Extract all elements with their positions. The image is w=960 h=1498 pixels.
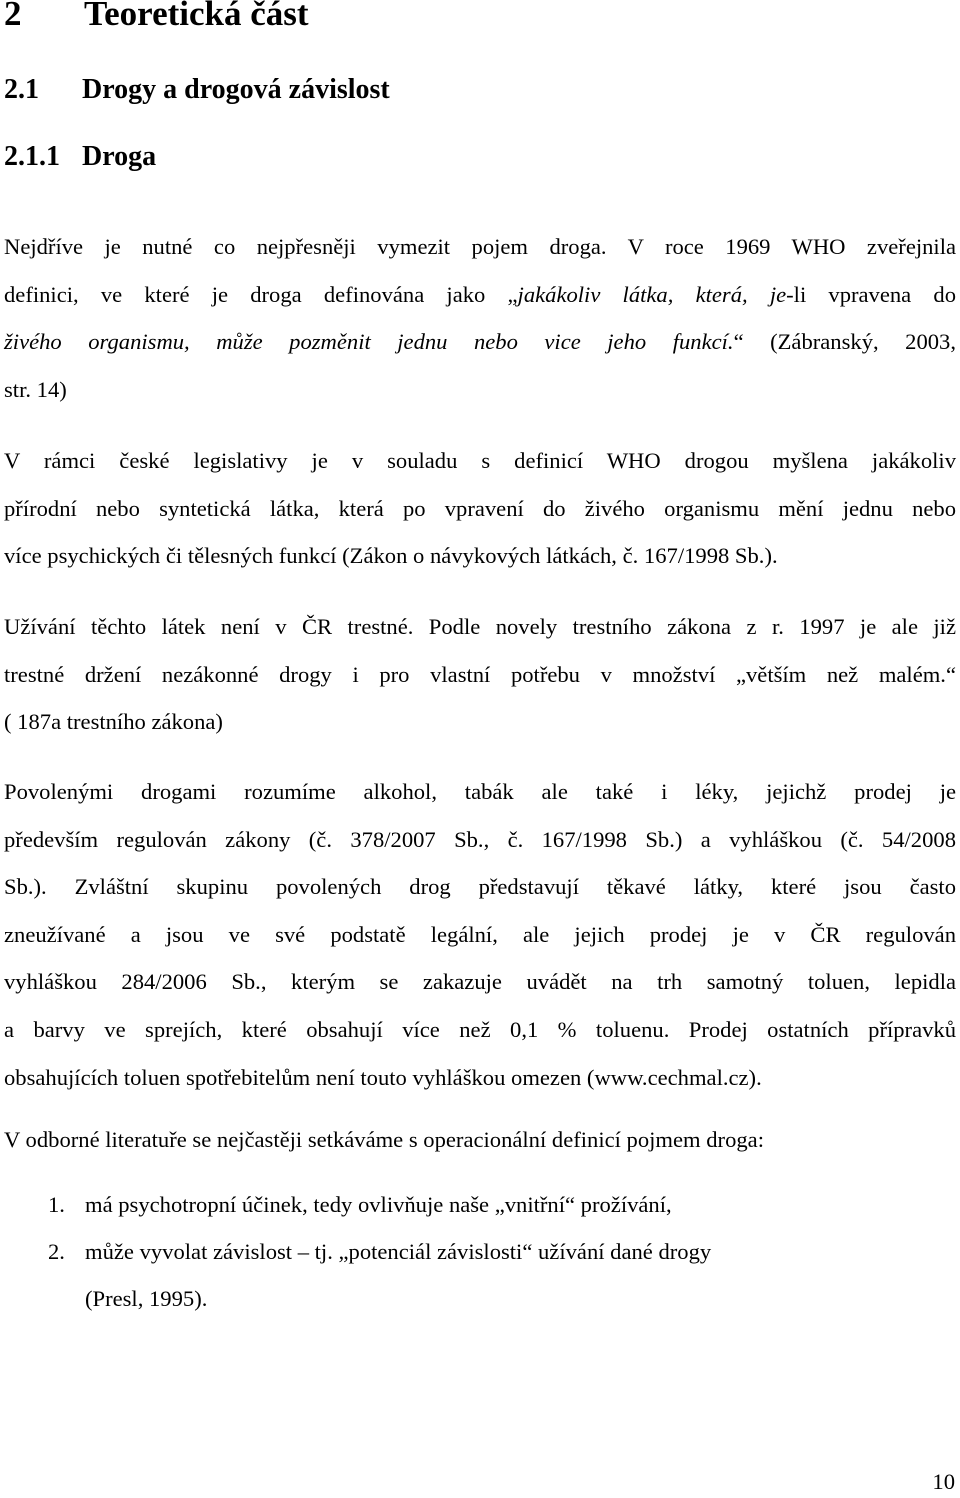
subsection-number: 2.1.1 xyxy=(4,141,60,172)
paragraph-line: a barvy ve sprejích, které obsahují více než 0,1 % toluenu. Prodej ostatních přípravků xyxy=(4,1016,956,1042)
paragraph-line: Nejdříve je nutné co nejpřesněji vymezit pojem droga. V roce 1969 WHO zveřejnila xyxy=(4,234,956,259)
page-number: 10 xyxy=(932,1469,955,1494)
list-text: má psychotropní účinek, tedy ovlivňuje naše „vnitřní“ prožívání, xyxy=(85,1192,672,1217)
subsection-title: Droga xyxy=(82,141,157,172)
paragraph-line: více psychických či tělesných funkcí (Zákon o návykových látkách, č. 167/1998 Sb.). xyxy=(4,543,778,569)
paragraph-legislation xyxy=(4,437,956,580)
list-text: může vyvolat závislost – tj. „potenciál závislosti“ užívání dané drogy xyxy=(85,1239,712,1264)
paragraph-line: trestné držení nezákonné drogy i pro vlastní potřebu v množství „větším než malém.“ xyxy=(4,661,956,687)
paragraph-line: V odborné literatuře se nejčastěji setkáváme s operacionální definicí pojmem droga: xyxy=(4,1127,764,1152)
paragraph-line: Sb.). Zvláštní skupinu povolených drog představují těkavé látky, které jsou často xyxy=(4,874,956,900)
paragraph-definition xyxy=(4,223,956,413)
paragraph-line: str. 14) xyxy=(4,376,67,402)
paragraph-line: V rámci české legislativy je v souladu s definicí WHO drogou myšlena jakákoliv xyxy=(4,448,956,473)
paragraph-usage xyxy=(4,603,956,746)
section-title: Drogy a drogová závislost xyxy=(82,74,390,105)
paragraph-line: zneužívané a jsou ve své podstatě legální, ale jejich prodej je v ČR regulován xyxy=(4,921,956,947)
subsection-heading xyxy=(4,141,156,173)
paragraph-line: vyhláškou 284/2006 Sb., kterým se zakazuje uvádět na trh samotný toluen, lepidla xyxy=(4,969,956,995)
paragraph-line: Užívání těchto látek není v ČR trestné. Podle novely trestního zákona z r. 1997 je ale již xyxy=(4,614,956,639)
section-number: 2.1 xyxy=(4,74,39,105)
paragraph-operational-definition xyxy=(4,1116,956,1164)
paragraph-line: především regulován zákony (č. 378/2007 Sb., č. 167/1998 Sb.) a vyhláškou (č. 54/2008 xyxy=(4,826,956,852)
paragraph-permitted-drugs xyxy=(4,768,956,1101)
chapter-heading xyxy=(4,0,309,34)
text-run: -li vpravena do xyxy=(786,281,956,307)
paragraph-line: přírodní nebo syntetická látka, která po vpravení do živého organismu mění jednu nebo xyxy=(4,495,956,521)
text-run: definici, ve které je droga definována jako „ xyxy=(4,281,518,307)
quote-italic: živého organismu, může pozměnit jednu nebo vice jeho funkcí. xyxy=(4,329,734,355)
quote-italic: jakákoliv látka, která, je xyxy=(517,281,787,307)
chapter-number: 2 xyxy=(4,0,22,33)
citation: “ (Zábranský, 2003, xyxy=(733,329,956,355)
list-number: 1. xyxy=(48,1192,65,1217)
chapter-title: Teoretická část xyxy=(84,0,309,33)
paragraph-line: obsahujících toluen spotřebitelům není touto vyhláškou omezen (www.cechmal.cz). xyxy=(4,1064,762,1090)
list-item-continuation: (Presl, 1995). xyxy=(85,1286,208,1311)
paragraph-line: ( 187a trestního zákona) xyxy=(4,709,223,735)
paragraph-line xyxy=(4,318,956,366)
paragraph-line xyxy=(4,271,956,319)
paragraph-line: Povolenými drogami rozumíme alkohol, tabák ale také i léky, jejichž prodej je xyxy=(4,779,956,804)
section-heading xyxy=(4,74,390,106)
list-number: 2. xyxy=(48,1239,65,1264)
